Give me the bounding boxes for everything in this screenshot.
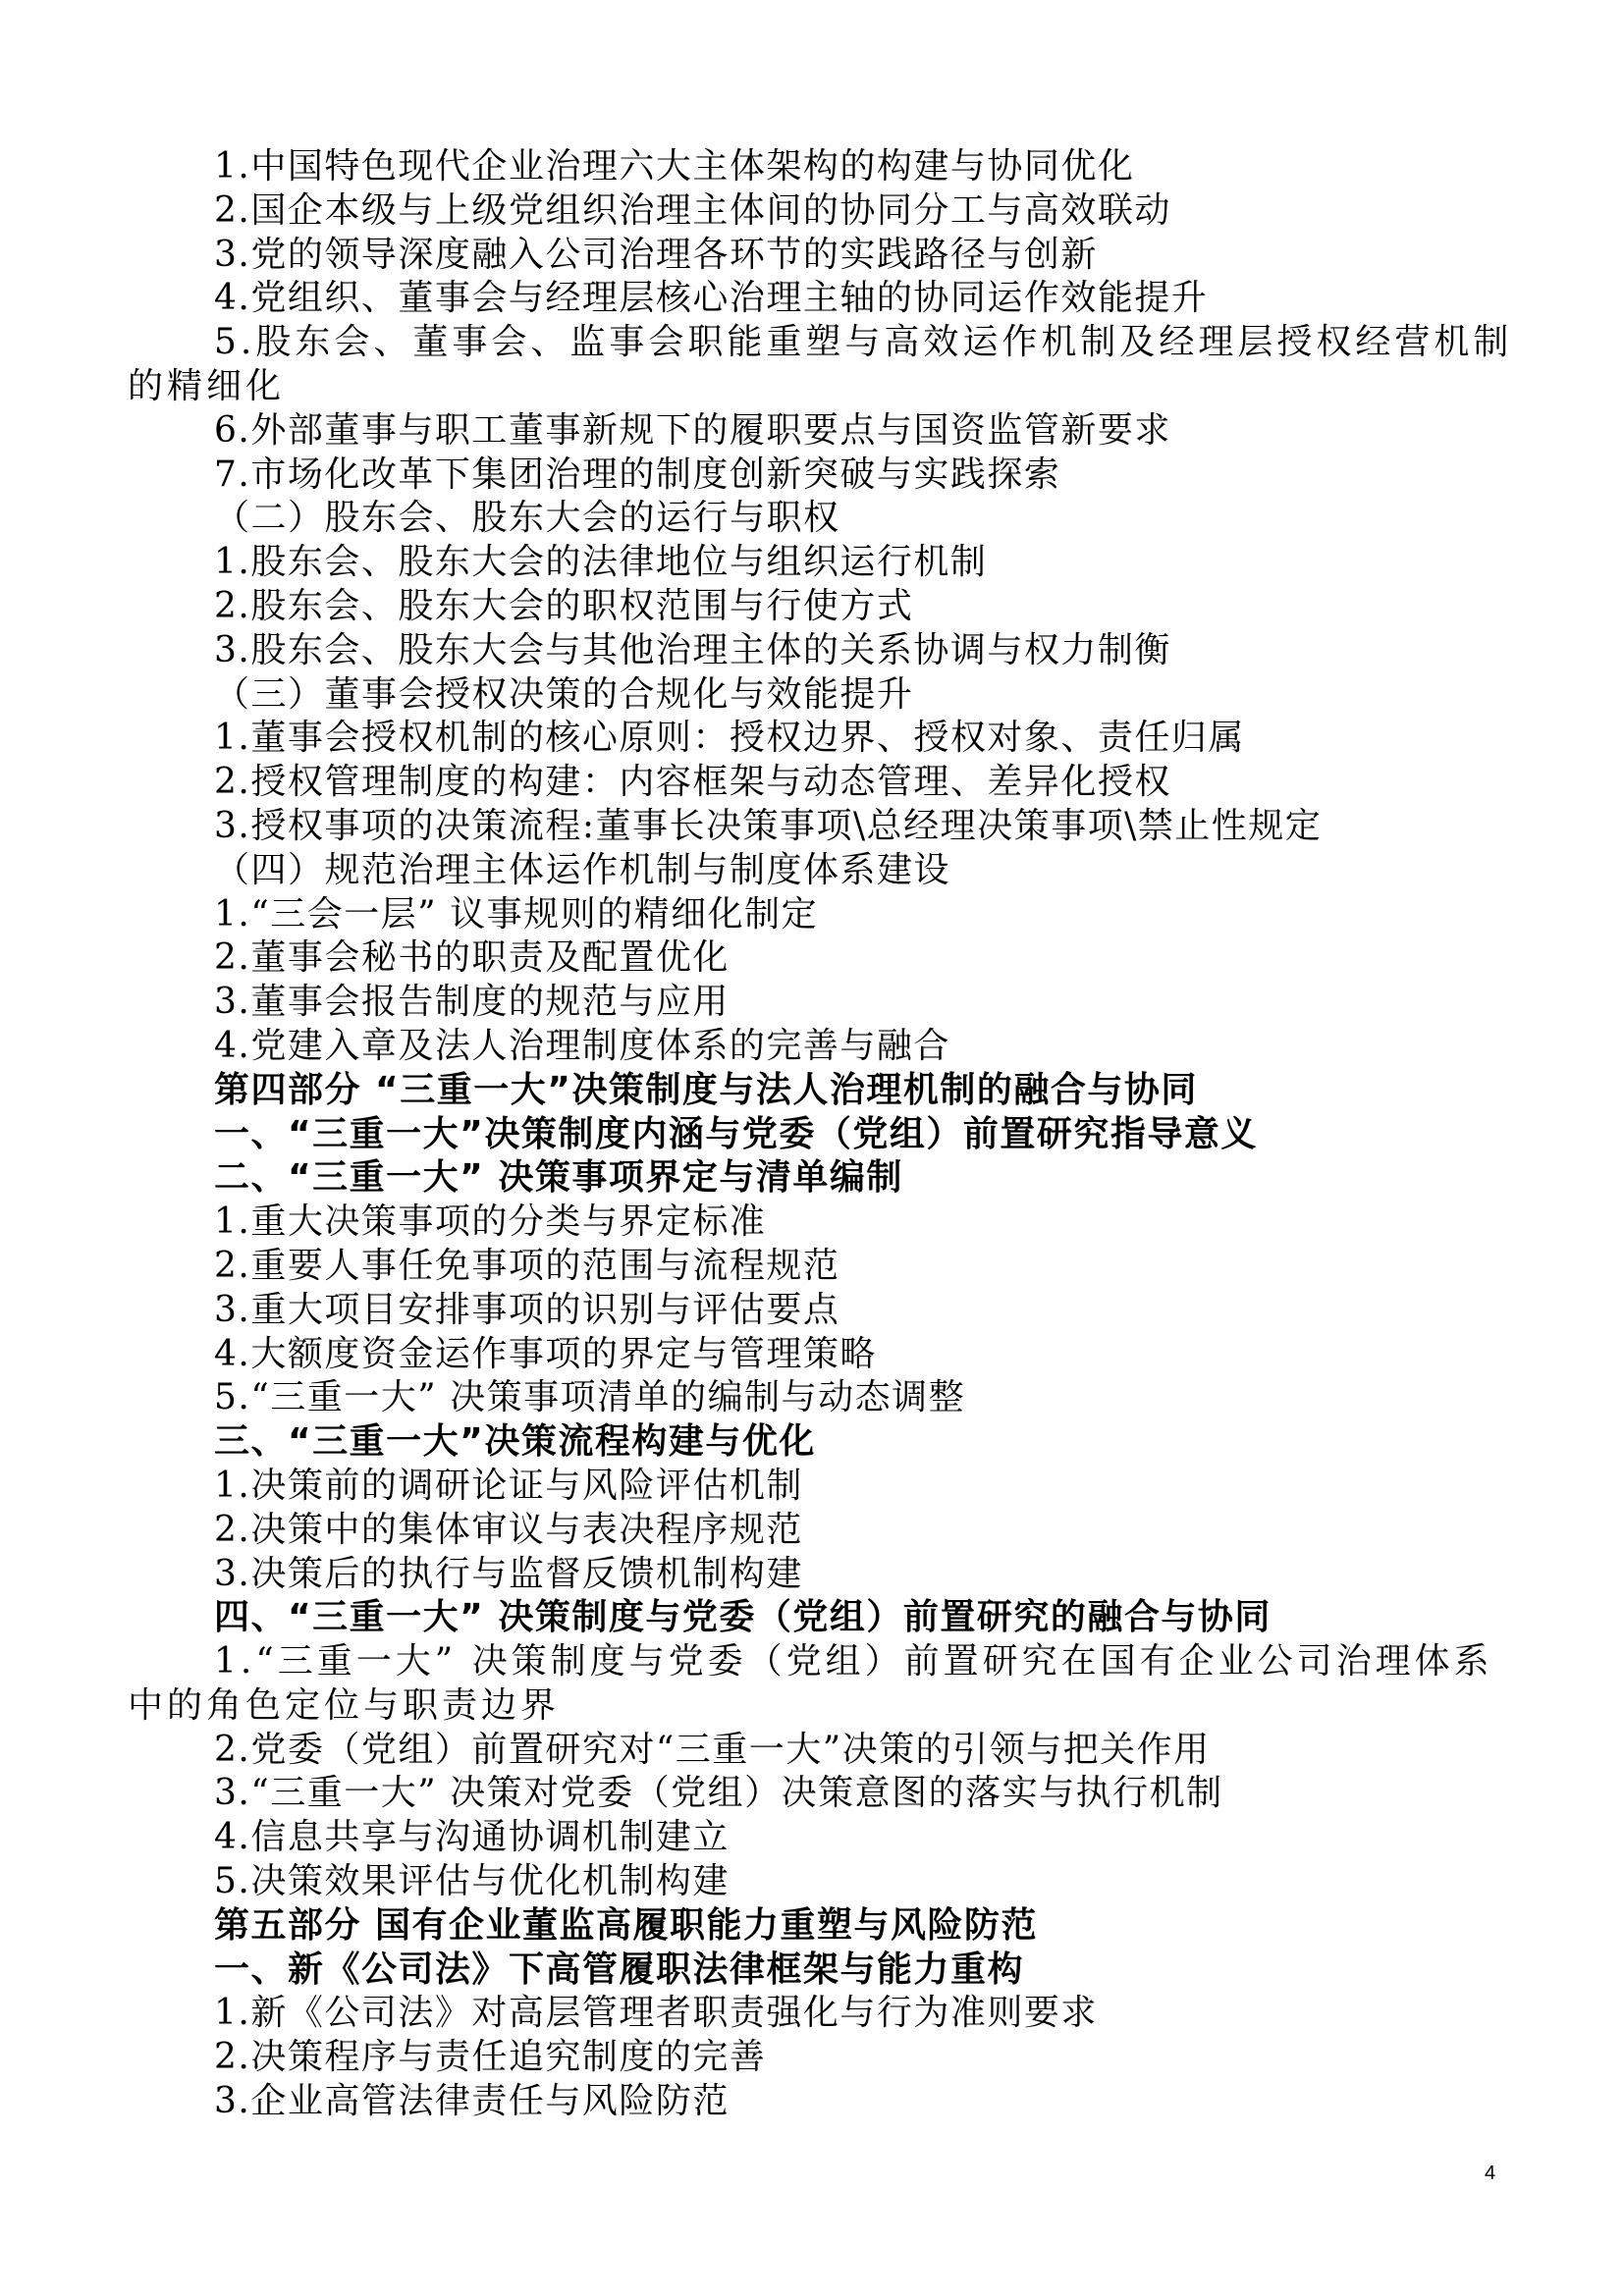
outline-item: 1.中国特色现代企业治理六大主体架构的构建与协同优化 bbox=[214, 146, 1135, 187]
section-heading: 一、新《公司法》下高管履职法律框架与能力重构 bbox=[214, 1949, 1025, 1990]
outline-item: 4.信息共享与沟通协调机制建立 bbox=[214, 1817, 730, 1858]
outline-item: 3.党的领导深度融入公司治理各环节的实践路径与创新 bbox=[214, 234, 1098, 275]
outline-item: （二）股东会、股东大会的运行与职权 bbox=[214, 498, 840, 539]
outline-item: 2.决策中的集体审议与表决程序规范 bbox=[214, 1509, 803, 1550]
outline-item: 5.股东会、董事会、监事会职能重塑与高效运作机制及经理层授权经营机制的精细化 bbox=[128, 322, 1513, 406]
outline-item: 1.重大决策事项的分类与界定标准 bbox=[214, 1201, 767, 1243]
outline-item: 2.决策程序与责任追究制度的完善 bbox=[214, 2037, 767, 2078]
document-body bbox=[128, 145, 1522, 2124]
outline-item: 4.大额度资金运作事项的界定与管理策略 bbox=[214, 1333, 877, 1374]
section-heading: 一、“三重一大”决策制度内涵与党委（党组）前置研究指导意义 bbox=[214, 1113, 1258, 1154]
outline-item: 1.“三会一层” 议事规则的精细化制定 bbox=[214, 893, 819, 934]
outline-item: 3.授权事项的决策流程:董事长决策事项\总经理决策事项\禁止性规定 bbox=[214, 805, 1323, 846]
outline-item: 4.党建入章及法人治理制度体系的完善与融合 bbox=[214, 1025, 950, 1066]
outline-item: 3.董事会报告制度的规范与应用 bbox=[214, 982, 730, 1023]
outline-item: 5.“三重一大” 决策事项清单的编制与动态调整 bbox=[214, 1377, 966, 1418]
section-heading: 四、“三重一大” 决策制度与党委（党组）前置研究的融合与协同 bbox=[214, 1597, 1272, 1638]
outline-item: 3.“三重一大” 决策对党委（党组）决策意图的落实与执行机制 bbox=[214, 1773, 1223, 1814]
outline-item: 1.董事会授权机制的核心原则：授权边界、授权对象、责任归属 bbox=[214, 718, 1245, 759]
outline-item: （三）董事会授权决策的合规化与效能提升 bbox=[214, 673, 914, 715]
outline-item: 3.重大项目安排事项的识别与评估要点 bbox=[214, 1289, 840, 1330]
outline-item: 3.股东会、股东大会与其他治理主体的关系协调与权力制衡 bbox=[214, 629, 1171, 670]
outline-item: 2.党委（党组）前置研究对“三重一大”决策的引领与把关作用 bbox=[214, 1729, 1211, 1770]
outline-item: 1.股东会、股东大会的法律地位与组织运行机制 bbox=[214, 542, 988, 583]
page-number: 4 bbox=[1485, 2163, 1496, 2184]
outline-item: 1.决策前的调研论证与风险评估机制 bbox=[214, 1465, 803, 1506]
outline-item: 5.决策效果评估与优化机制构建 bbox=[214, 1861, 730, 1902]
outline-item: 2.股东会、股东大会的职权范围与行使方式 bbox=[214, 585, 914, 626]
outline-item: 2.董事会秘书的职责及配置优化 bbox=[214, 937, 730, 979]
outline-item: 2.国企本级与上级党组织治理主体间的协同分工与高效联动 bbox=[214, 189, 1171, 231]
section-heading: 二、“三重一大” 决策事项界定与清单编制 bbox=[214, 1157, 903, 1199]
outline-item: 2.授权管理制度的构建：内容框架与动态管理、差异化授权 bbox=[214, 762, 1171, 803]
outline-item: 3.企业高管法律责任与风险防范 bbox=[214, 2081, 730, 2122]
outline-item: （四）规范治理主体运作机制与制度体系建设 bbox=[214, 849, 951, 890]
outline-item: 7.市场化改革下集团治理的制度创新突破与实践探索 bbox=[214, 454, 1061, 495]
outline-item: 6.外部董事与职工董事新规下的履职要点与国资监管新要求 bbox=[214, 409, 1171, 451]
section-heading: 第四部分 “三重一大”决策制度与法人治理机制的融合与协同 bbox=[214, 1069, 1198, 1110]
outline-item: 1.“三重一大” 决策制度与党委（党组）前置研究在国有企业公司治理体系中的角色定位与职责边界 bbox=[128, 1641, 1493, 1726]
outline-item: 4.党组织、董事会与经理层核心治理主轴的协同运作效能提升 bbox=[214, 278, 1209, 319]
outline-item: 1.新《公司法》对高层管理者职责强化与行为准则要求 bbox=[214, 1993, 1098, 2034]
outline-item: 3.决策后的执行与监督反馈机制构建 bbox=[214, 1553, 803, 1594]
section-heading: 第五部分 国有企业董监高履职能力重塑与风险防范 bbox=[214, 1904, 1039, 1946]
section-heading: 三、“三重一大”决策流程构建与优化 bbox=[214, 1421, 816, 1463]
outline-item: 2.重要人事任免事项的范围与流程规范 bbox=[214, 1245, 840, 1286]
